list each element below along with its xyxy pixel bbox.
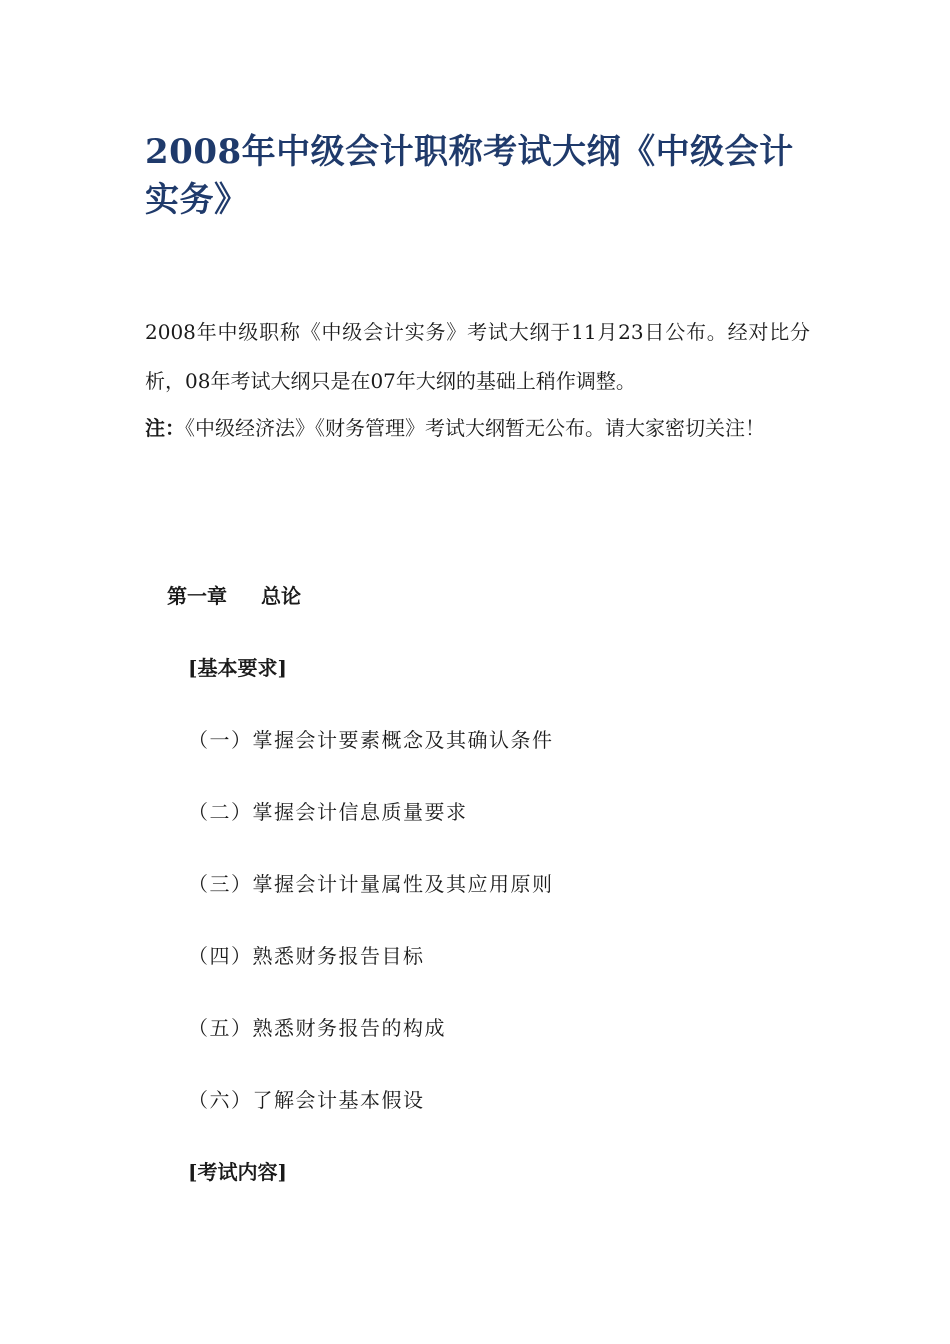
- chapter-number: 第一章: [167, 584, 227, 608]
- intro-paragraph: 2008年中级职称《中级会计实务》考试大纲于11月23日公布。经对比分析，08年考试大纲只是在07年大纲的基础上稍作调整。: [145, 320, 810, 393]
- requirement-item: （一）掌握会计要素概念及其确认条件: [188, 728, 554, 752]
- note-text: 《中级经济法》《财务管理》考试大纲暂无公布。请大家密切关注！: [185, 416, 765, 440]
- exam-content-heading: [考试内容]: [188, 1160, 287, 1184]
- chapter-name: 总论: [261, 584, 301, 608]
- basic-requirements-heading: [基本要求]: [188, 656, 287, 680]
- requirement-item: （六）了解会计基本假设: [188, 1088, 425, 1112]
- requirement-item: （五）熟悉财务报告的构成: [188, 1016, 446, 1040]
- requirement-item: （二）掌握会计信息质量要求: [188, 800, 468, 824]
- requirement-item: （四）熟悉财务报告目标: [188, 944, 425, 968]
- note-label: 注：: [145, 416, 185, 440]
- document-title: 2008年中级会计职称考试大纲《中级会计实务》: [145, 132, 794, 220]
- chapter-heading: [167, 580, 301, 612]
- note-paragraph: [145, 404, 810, 453]
- requirement-item: （三）掌握会计计量属性及其应用原则: [188, 872, 554, 896]
